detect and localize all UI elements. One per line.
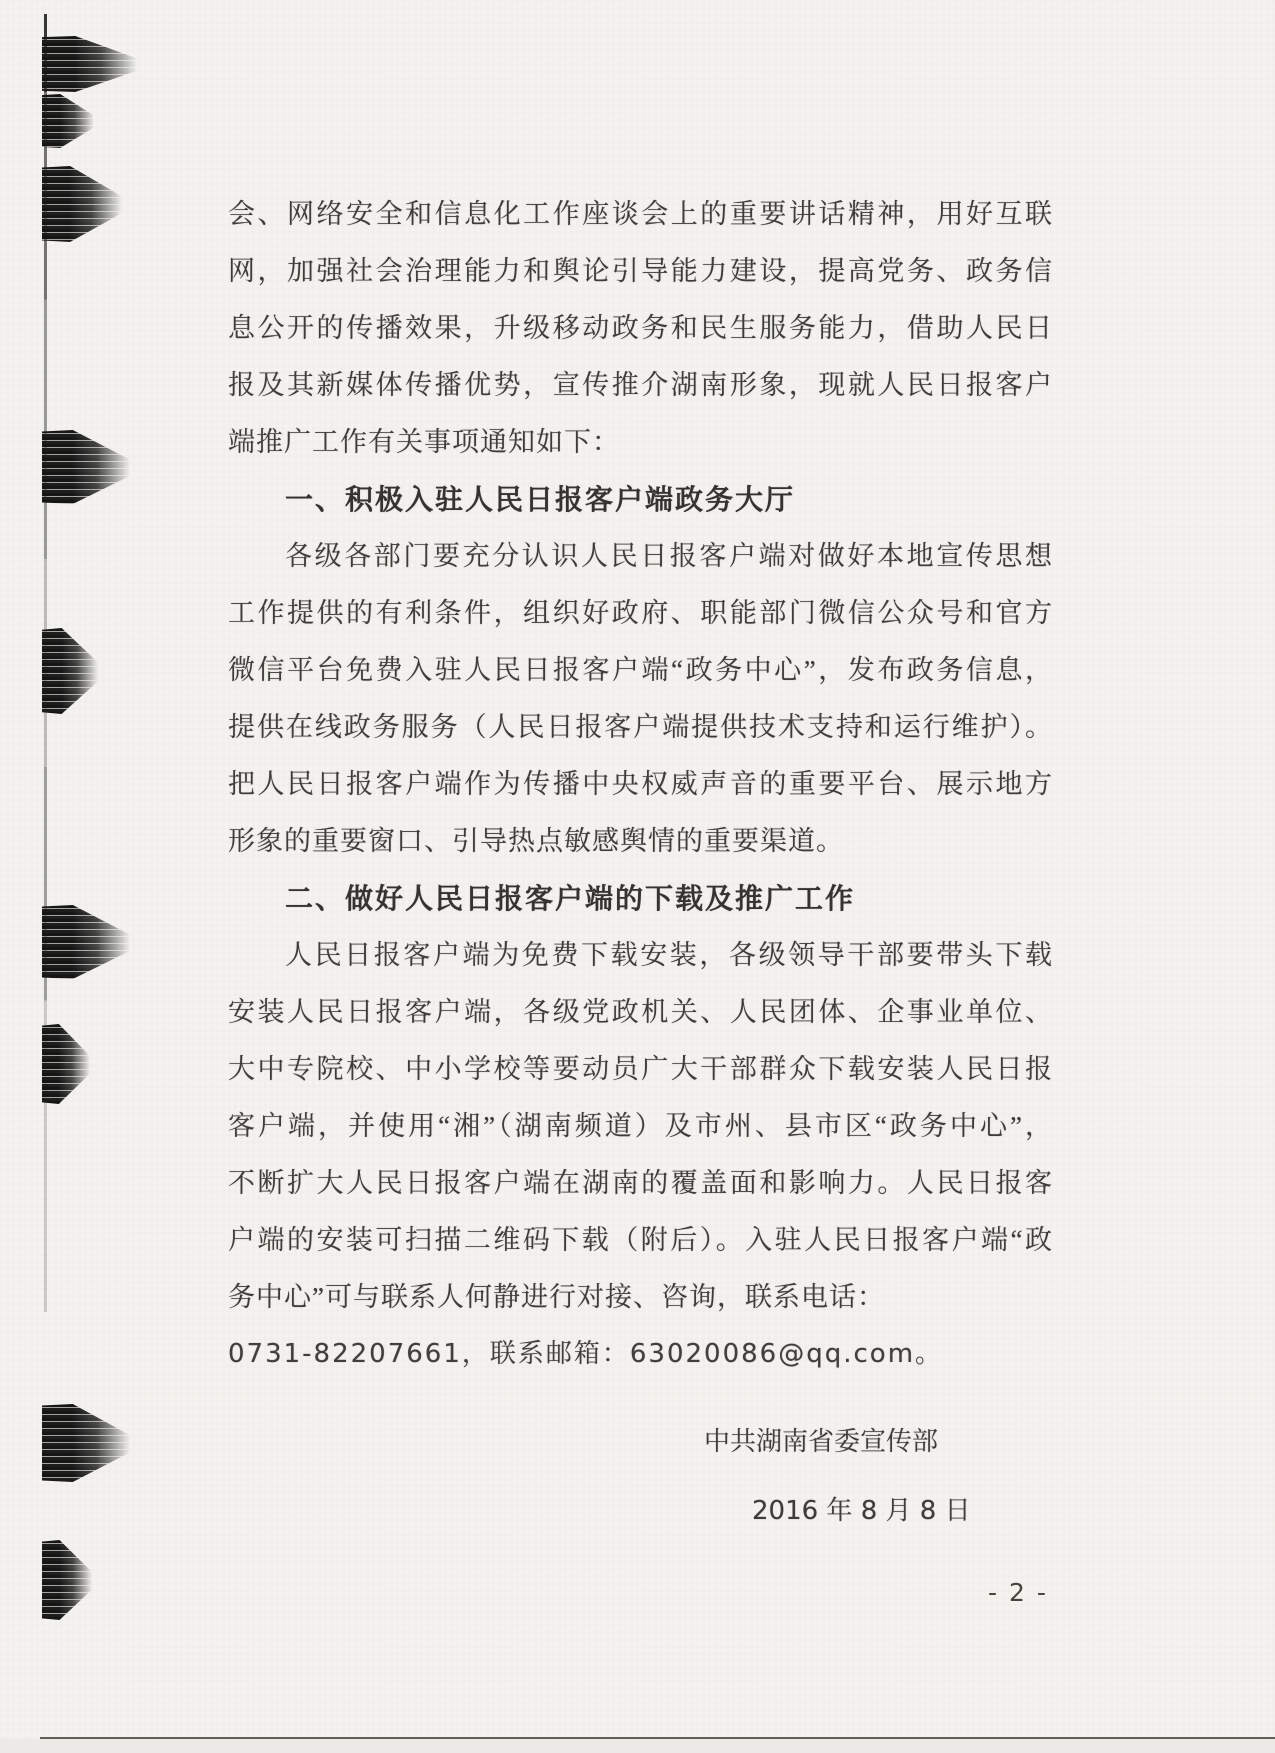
body-line: 人民日报客户端为免费下载安装，各级领导干部要带头下载	[285, 940, 1052, 970]
body-line: 安装人民日报客户端，各级党政机关、人民团体、企事业单位、	[228, 997, 1052, 1027]
document-body	[228, 186, 1052, 1383]
body-line: 把人民日报客户端作为传播中央权威声音的重要平台、展示地方	[228, 769, 1052, 799]
body-line: 微信平台免费入驻人民日报客户端“政务中心”，发布政务信息，	[228, 655, 1052, 685]
body-line: 提供在线政务服务（人民日报客户端提供技术支持和运行维护）。	[228, 712, 1052, 742]
page-edge-strip	[0, 1739, 1275, 1753]
section-heading-1: 一、积极入驻人民日报客户端政务大厅	[285, 484, 796, 515]
body-line: 会、网络安全和信息化工作座谈会上的重要讲话精神，用好互联	[228, 199, 1052, 229]
body-line: 报及其新媒体传播优势，宣传推介湖南形象，现就人民日报客户	[228, 370, 1052, 400]
document-date: 2016 年 8 月 8 日	[752, 1496, 971, 1526]
issuing-authority: 中共湖南省委宣传部	[704, 1427, 939, 1456]
body-line: 务中心”可与联系人何静进行对接、咨询，联系电话：	[228, 1282, 885, 1312]
contact-line: 0731-82207661，联系邮箱：63020086@qq.com。	[228, 1339, 944, 1369]
scan-smudge	[42, 628, 98, 714]
body-line: 端推广工作有关事项通知如下：	[228, 427, 620, 457]
body-line: 息公开的传播效果，升级移动政务和民生服务能力，借助人民日	[228, 313, 1052, 343]
scan-smudge	[42, 430, 130, 504]
page-number: - 2 -	[988, 1578, 1048, 1607]
scan-smudge	[42, 905, 130, 979]
body-line: 形象的重要窗口、引导热点敏感舆情的重要渠道。	[228, 826, 844, 856]
scan-smudge	[42, 1024, 90, 1104]
scan-smudge	[42, 1540, 92, 1620]
body-line: 大中专院校、中小学校等要动员广大干部群众下载安装人民日报	[228, 1054, 1052, 1084]
body-line: 工作提供的有利条件，组织好政府、职能部门微信公众号和官方	[228, 598, 1052, 628]
section-heading-2: 二、做好人民日报客户端的下载及推广工作	[285, 883, 856, 914]
body-line: 客户端，并使用“湘”（湖南频道）及市州、县市区“政务中心”，	[228, 1111, 1052, 1141]
body-line: 不断扩大人民日报客户端在湖南的覆盖面和影响力。人民日报客	[228, 1168, 1052, 1198]
scan-smudge	[42, 166, 122, 242]
scan-smudge	[42, 36, 137, 92]
scan-smudge	[42, 1404, 130, 1482]
body-line: 户端的安装可扫描二维码下载（附后）。入驻人民日报客户端“政	[228, 1225, 1052, 1255]
scan-smudge	[42, 94, 94, 148]
body-line: 各级各部门要充分认识人民日报客户端对做好本地宣传思想	[285, 541, 1052, 571]
body-line: 网，加强社会治理能力和舆论引导能力建设，提高党务、政务信	[228, 256, 1052, 286]
